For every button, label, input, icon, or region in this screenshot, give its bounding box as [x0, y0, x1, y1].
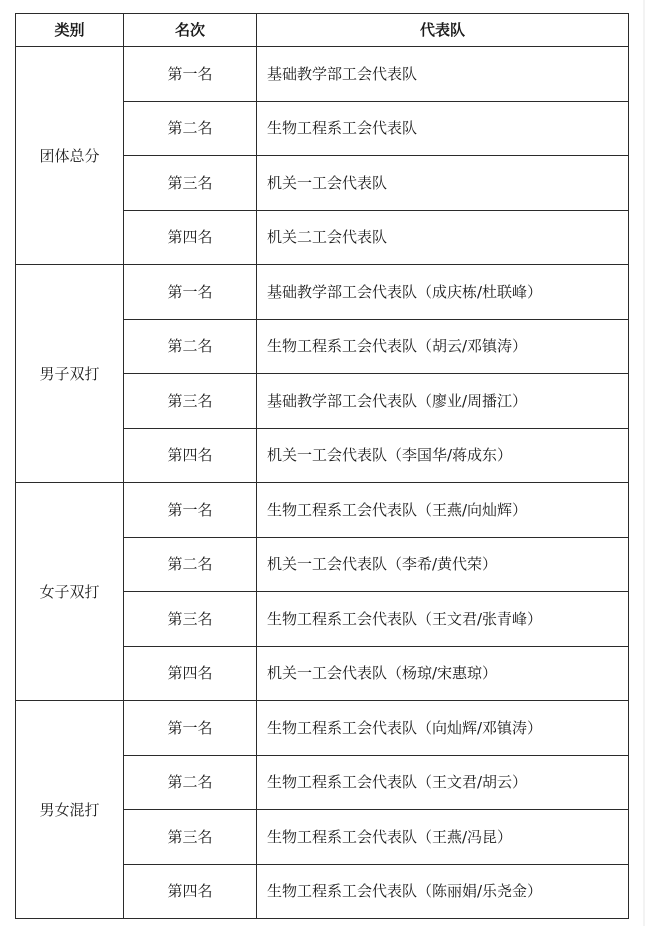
- rank-cell: 第二名: [124, 755, 257, 810]
- category-cell: 团体总分: [16, 47, 124, 265]
- team-cell: 机关一工会代表队: [257, 156, 629, 211]
- category-cell: 男女混打: [16, 701, 124, 919]
- team-cell: 生物工程系工会代表队（胡云/邓镇涛）: [257, 319, 629, 374]
- team-cell: 基础教学部工会代表队（成庆栋/杜联峰）: [257, 265, 629, 320]
- rank-cell: 第三名: [124, 156, 257, 211]
- header-category: 类别: [16, 14, 124, 47]
- results-table: [15, 13, 629, 919]
- team-cell: 机关二工会代表队: [257, 210, 629, 265]
- rank-cell: 第四名: [124, 428, 257, 483]
- rank-cell: 第一名: [124, 47, 257, 102]
- rank-cell: 第四名: [124, 864, 257, 919]
- team-cell: 机关一工会代表队（杨琼/宋惠琼）: [257, 646, 629, 701]
- rank-cell: 第三名: [124, 592, 257, 647]
- team-cell: 生物工程系工会代表队（陈丽娟/乐尧金）: [257, 864, 629, 919]
- rank-cell: 第四名: [124, 646, 257, 701]
- rank-cell: 第四名: [124, 210, 257, 265]
- rank-cell: 第一名: [124, 265, 257, 320]
- team-cell: 基础教学部工会代表队: [257, 47, 629, 102]
- team-cell: 机关一工会代表队（李希/黄代荣）: [257, 537, 629, 592]
- rank-cell: 第三名: [124, 810, 257, 865]
- table-row: [16, 265, 629, 320]
- table-header: [16, 14, 629, 47]
- team-cell: 基础教学部工会代表队（廖业/周播江）: [257, 374, 629, 429]
- rank-cell: 第二名: [124, 101, 257, 156]
- rank-cell: 第二名: [124, 319, 257, 374]
- category-cell: 男子双打: [16, 265, 124, 483]
- table-body: [16, 47, 629, 919]
- team-cell: 生物工程系工会代表队（王文君/张青峰）: [257, 592, 629, 647]
- team-cell: 机关一工会代表队（李国华/蒋成东）: [257, 428, 629, 483]
- header-team: 代表队: [257, 14, 629, 47]
- team-cell: 生物工程系工会代表队（王燕/向灿辉）: [257, 483, 629, 538]
- table-row: [16, 47, 629, 102]
- rank-cell: 第三名: [124, 374, 257, 429]
- team-cell: 生物工程系工会代表队（王文君/胡云）: [257, 755, 629, 810]
- rank-cell: 第一名: [124, 483, 257, 538]
- header-rank: 名次: [124, 14, 257, 47]
- table-row: [16, 701, 629, 756]
- team-cell: 生物工程系工会代表队: [257, 101, 629, 156]
- category-cell: 女子双打: [16, 483, 124, 701]
- rank-cell: 第一名: [124, 701, 257, 756]
- table-row: [16, 483, 629, 538]
- team-cell: 生物工程系工会代表队（向灿辉/邓镇涛）: [257, 701, 629, 756]
- team-cell: 生物工程系工会代表队（王燕/冯昆）: [257, 810, 629, 865]
- rank-cell: 第二名: [124, 537, 257, 592]
- header-row: [16, 14, 629, 47]
